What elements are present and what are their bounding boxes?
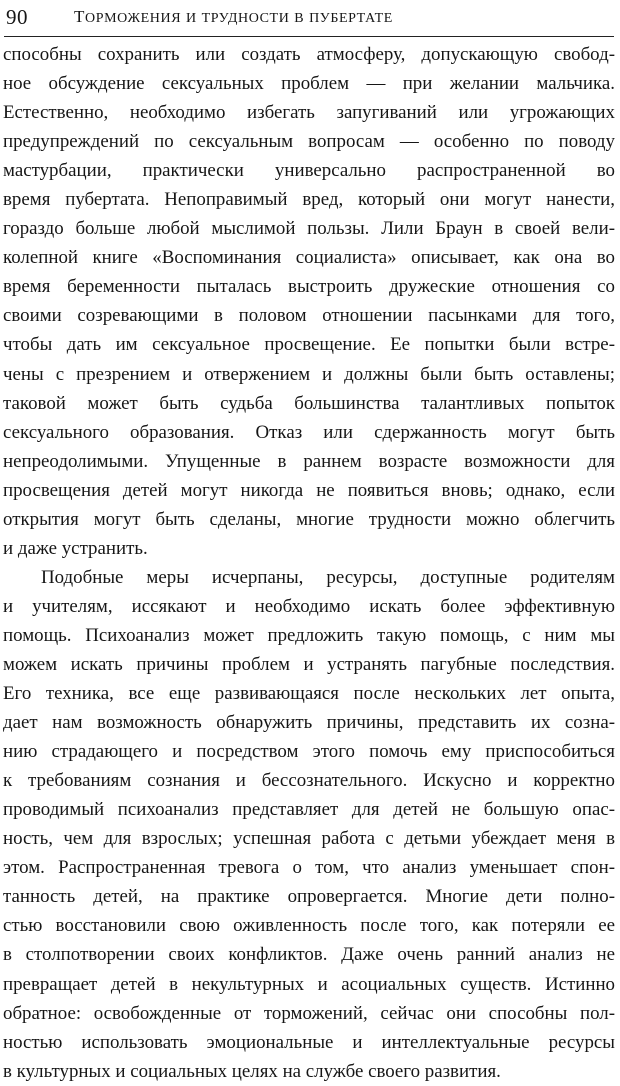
text-line: к требованиям сознания и бессознательного. Искусно и корректно (3, 770, 615, 792)
text-line: Естественно, необходимо избегать запугиваний или угрожающих (3, 102, 615, 124)
header-rule (4, 36, 614, 37)
text-line: колепной книге «Воспоминания социалиста» описывает, как она во (3, 247, 615, 269)
text-line: и учителям, иссякают и необходимо искать более эффективную (3, 595, 615, 617)
text-line: в столпотворении своих конфликтов. Даже очень ранний анализ не (3, 944, 615, 966)
text-line: этом. Распространенная тревога о том, что анализ уменьшает спон- (3, 857, 615, 879)
text-line: предупреждений по сексуальным вопросам — особенно по поводу (3, 131, 615, 153)
text-line: Его техника, все еще развивающаяся после нескольких лет опыта, (3, 683, 615, 705)
text-line: непреодолимыми. Упущенные в раннем возрасте возможности для (3, 450, 615, 472)
text-line: своими созревающими в половом отношении пасынками для того, (3, 305, 615, 327)
text-line: время беременности пыталась выстроить дружеские отношения со (3, 276, 615, 298)
text-line: дает нам возможность обнаружить причины, представить их созна- (3, 712, 615, 734)
text-line: стью восстановили свою оживленность после того, как потеряли ее (3, 915, 615, 937)
text-line: ностью использовать эмоциональные и интеллектуальные ресурсы (3, 1031, 615, 1053)
text-line: сексуального образования. Отказ или сдержанность могут быть (3, 421, 615, 443)
text-line: ное обсуждение сексуальных проблем — при желании мальчика. (3, 73, 615, 95)
text-line: нию страдающего и посредством этого помочь ему приспособиться (3, 741, 615, 763)
text-line: способны сохранить или создать атмосферу, допускающую свобод- (3, 44, 615, 65)
body-text (3, 40, 615, 1086)
running-title: ТОРМОЖЕНИЯ И ТРУДНОСТИ В ПУБЕРТАТЕ (74, 7, 393, 26)
text-line: чены с презрением и отвержением и должны были быть оставлены; (3, 363, 615, 385)
page-header (6, 2, 614, 32)
text-line: открытия могут быть сделаны, многие трудности можно облегчить (3, 508, 615, 530)
text-line: и даже устранить. (3, 537, 148, 559)
text-line: мастурбации, практически универсально распространенной во (3, 160, 615, 182)
text-line: Подобные меры исчерпаны, ресурсы, доступные родителям (41, 566, 615, 588)
text-line: превращает детей в некультурных и асоциальных существ. Истинно (3, 973, 615, 995)
text-line: танность детей, на практике опровергается. Многие дети полно- (3, 886, 615, 908)
text-line: время пубертата. Непоправимый вред, который они могут нанести, (3, 189, 615, 211)
text-line: чтобы дать им сексуальное просвещение. Ее попытки были встре- (3, 334, 615, 356)
text-line: проводимый психоанализ представляет для детей не большую опас- (3, 799, 615, 821)
text-line: ность, чем для взрослых; успешная работа с детьми убеждает меня в (3, 828, 615, 850)
text-line: гораздо больше любой мыслимой пользы. Лили Браун в своей вели- (3, 218, 615, 240)
page-number: 90 (6, 4, 28, 29)
text-line: можем искать причины проблем и устранять пагубные последствия. (3, 653, 615, 675)
text-line: таковой может быть судьба большинства талантливых попыток (3, 392, 615, 414)
text-line: в культурных и социальных целях на службе своего развития. (3, 1060, 501, 1082)
text-line: помощь. Психоанализ может предложить такую помощь, с ним мы (3, 624, 615, 646)
text-line: обратное: освобожденные от торможений, сейчас они способны пол- (3, 1002, 615, 1024)
text-line: просвещения детей могут никогда не появиться вновь; однако, если (3, 479, 615, 501)
